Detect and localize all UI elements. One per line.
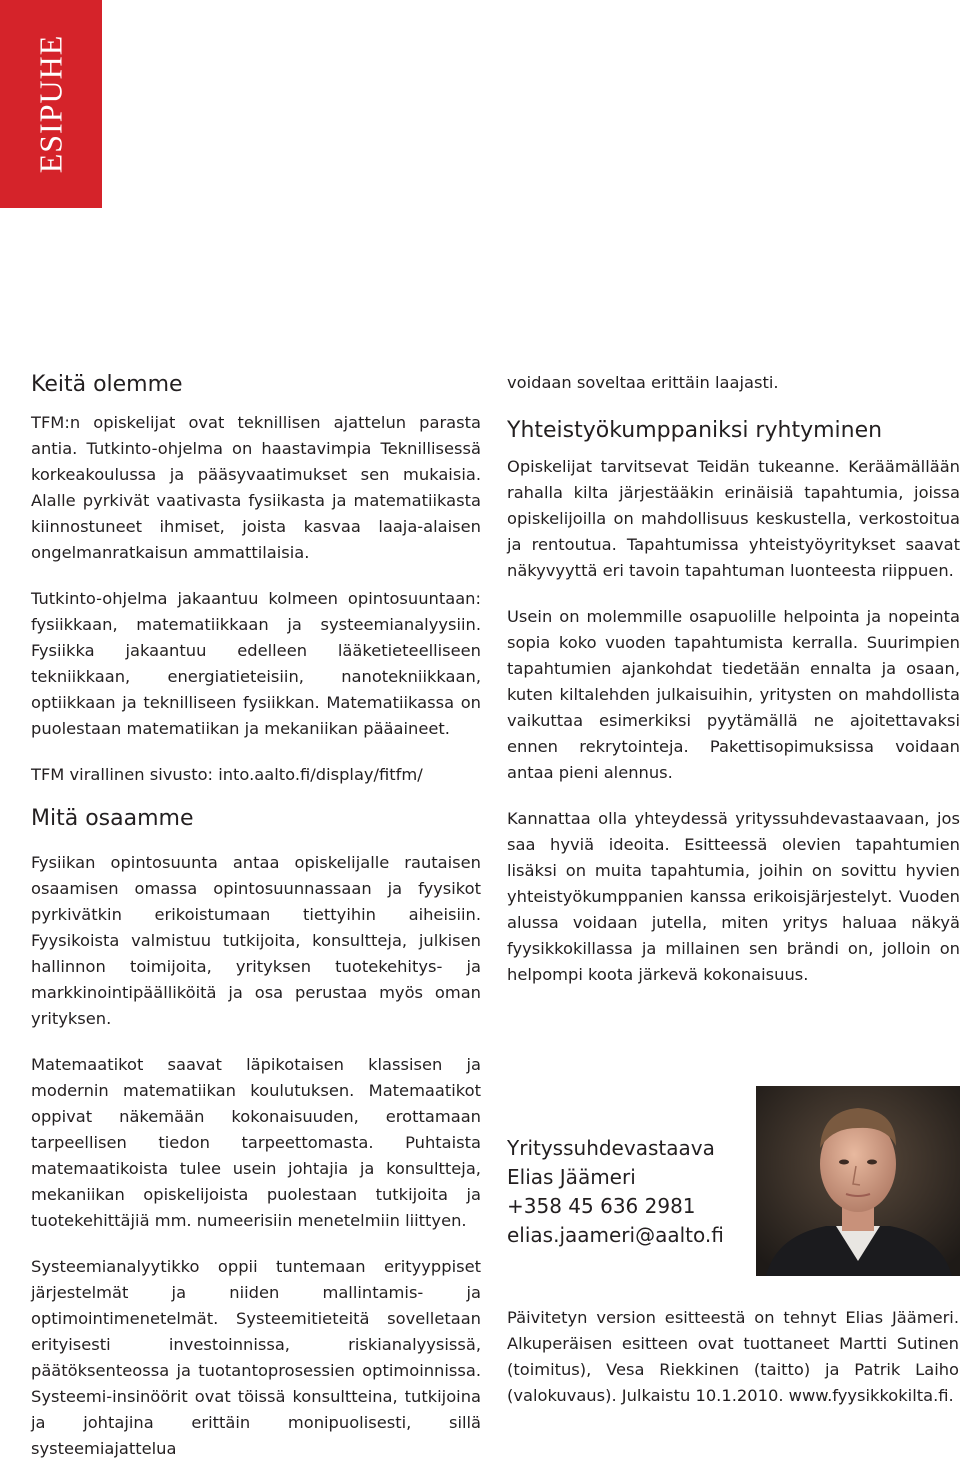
- paragraph-agreements: Usein on molemmille osapuolille helpointa ja nopeinta sopia koko vuoden tapahtumista kerralla. Suurimpien tapahtumien ajankohdat tiedetään ennalta ja osaan, kuten kiltalehden julkaisuihin, yritysten on mahdollista vaikuttaa esimerkiksi pyytämällä ne ajoitettavaksi ennen rekrytointeja. Pakettisopimuksissa voidaan antaa pieni alennus.: [507, 607, 960, 782]
- section-tab: [0, 0, 102, 208]
- paragraph-physics: Fysiikan opintosuunta antaa opiskelijalle rautaisen osaamisen omassa opintosuunnassaan ja fyysikot pyrkivätkin erikoistumaan tiettyihin aiheisiin. Fyysikoista valmistuu tutkijoita, konsultteja, julkisen hallinnon toimijoita, yrityksen tuotekehitys- ja markkinointipäälliköitä ja osa perustaa myös oman yrityksen.: [31, 853, 481, 1028]
- publication-note: Päivitetyn version esitteestä on tehnyt Elias Jäämeri. Alkuperäisen esitteen ovat tuottaneet Martti Sutinen (toimitus), Vesa Riekkinen (taitto) ja Patrik Laiho (valokuvaus). Julkaistu 10.1.2010. www.fyysikkokilta.fi.: [507, 1308, 959, 1405]
- section-tab-label: ESIPUHE: [32, 34, 69, 174]
- portrait-photo: [756, 1086, 960, 1276]
- paragraph-continuation: voidaan soveltaa erittäin laajasti.: [507, 373, 779, 392]
- paragraph-systems: Systeemianalyytikko oppii tuntemaan erityyppiset järjestelmät ja niiden mallintamis- ja optimointimenetelmät. Systeemitieteitä sovelletaan erityisesti investoinnissa, riskianalyysissä, päätöksenteossa ja tuotantoprosessien optimoinnissa. Systeemi-insinöörit ovat töissä konsultteina, tutkijoina ja johtajina erittäin monipuolisesti, sillä systeemiajattelua: [31, 1257, 481, 1458]
- paragraph-contact-advice: Kannattaa olla yhteydessä yrityssuhdevastaavaan, jos saa hyviä ideoita. Esitteessä olevien tapahtumien lisäksi on muita tapahtumia, joihin on sovittu hyvien yhteistyökumppanien kanssa erikoisjärjestelyt. Vuoden alussa voidaan jutella, miten yritys haluaa näkyä fyysikkokillassa ja millainen sen brändi on, jolloin on helpompi koota järkevä kokonaisuus.: [507, 809, 960, 984]
- paragraph-study-tracks: Tutkinto-ohjelma jakaantuu kolmeen opintosuuntaan: fysiikkaan, matematiikkaan ja systeemianalyysiin. Fysiikka jakaantuu edelleen lääketieteelliseen tekniikkaan, energiatieteisiin, nanotekniikkaan, optiikkaan ja teknilliseen fysiikkan. Matematiikassa on puolestaan matematiikan ja mekaniikan pääaineet.: [31, 589, 481, 738]
- contact-email: elias.jaameri@aalto.fi: [507, 1223, 724, 1247]
- heading-keita-olemme: Keitä olemme: [31, 372, 183, 397]
- contact-name: Elias Jäämeri: [507, 1165, 636, 1189]
- paragraph-math: Matemaatikot saavat läpikotaisen klassisen ja modernin matematiikan koulutuksen. Matemaatikot oppivat näkemään kokonaisuuden, erottamaan tarpeellisen tiedon tarpeettomasta. Puhtaista matemaatikoista tulee usein johtajia ja konsultteja, mekaniikan opiskelijoista puolestaan tutkijoita ja tuotekehittäjiä mm. numeerisiin menetelmiin liittyen.: [31, 1055, 481, 1230]
- contact-phone: +358 45 636 2981: [507, 1194, 696, 1218]
- heading-yhteistyo: Yhteistyökumppaniksi ryhtyminen: [507, 418, 883, 443]
- left-column: [31, 370, 481, 1462]
- paragraph-intro: TFM:n opiskelijat ovat teknillisen ajattelun parasta antia. Tutkinto-ohjelma on haastavimpia Teknillisessä korkeakoulussa ja pääsyvaatimukset sen mukaisia. Alalle pyrkivät vaativasta fysiikasta ja matematiikasta kiinnostuneet ihmiset, joista kasvaa laaja-alaisen ongelmanratkaisun ammattilaisia.: [31, 413, 481, 562]
- heading-mita-osaamme: Mitä osaamme: [31, 806, 194, 831]
- official-site-line: TFM virallinen sivusto: into.aalto.fi/display/fitfm/: [31, 765, 423, 784]
- right-column: [507, 370, 960, 988]
- paragraph-support: Opiskelijat tarvitsevat Teidän tukeanne. Keräämällään rahalla kilta järjestääkin erinäisiä tapahtumia, joissa opiskelijoilla on mahdollisuus keskustella, verkostoitua ja rentoutua. Tapahtumissa yhteistyöyritykset saavat näkyvyyttä eri tavoin tapahtuman luonteesta riippuen.: [507, 457, 960, 580]
- contact-block: [507, 1134, 724, 1250]
- contact-role: Yrityssuhdevastaava: [507, 1136, 715, 1160]
